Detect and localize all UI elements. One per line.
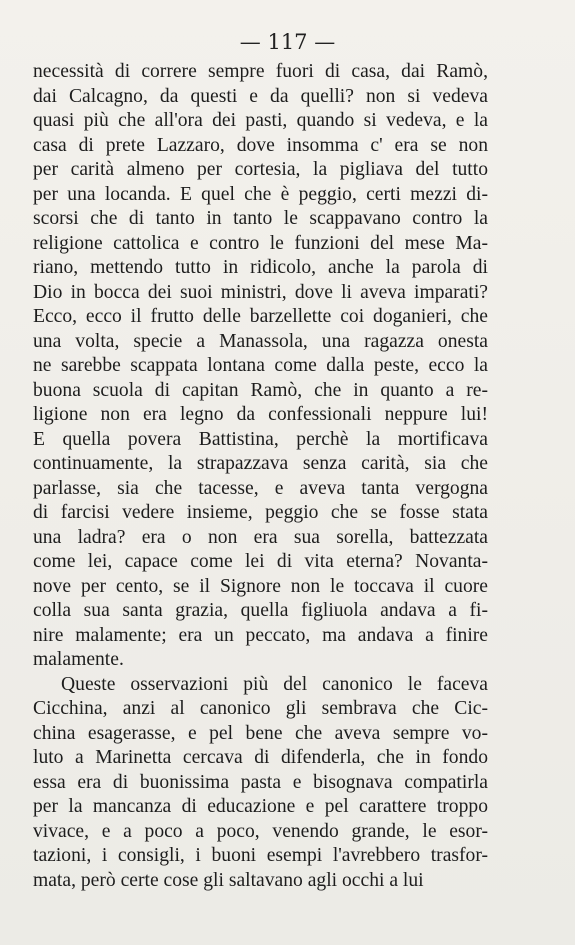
text-line: casa di prete Lazzaro, dove insomma c' era se non (33, 134, 488, 156)
text-line: riano, mettendo tutto in ridicolo, anche la parola di (33, 257, 488, 278)
text-line: ligione non era legno da confessionali neppure lui! (33, 404, 488, 425)
text-line: essa era di buonissima pasta e bisognava compatirla (33, 771, 488, 793)
text-line: china esagerasse, e pel bene che aveva sempre vo- (33, 722, 488, 744)
text-line: Cicchina, anzi al canonico gli sembrava che Cic- (33, 698, 488, 719)
text-line: Dio in bocca dei suoi ministri, dove li aveva imparati? (33, 281, 488, 303)
text-line: nire malamente; era un peccato, ma andava a finire (33, 624, 488, 646)
text-line: continuamente, la strapazzava senza carità, sia che (33, 453, 488, 474)
text-line: ne sarebbe scappata lontana come dalla peste, ecco la (33, 355, 488, 376)
text-line: dai Calcagno, da questi e da quelli? non si vedeva (33, 85, 488, 107)
text-line: E quella povera Battistina, perchè la mortificava (33, 428, 488, 450)
text-line: una ladra? era o non era sua sorella, battezzata (33, 526, 488, 548)
text-line: mata, però certe cose gli saltavano agli occhi a lui (33, 869, 424, 891)
text-line: di farcisi vedere insieme, peggio che se fosse stata (33, 502, 488, 523)
text-line: scorsi che di tanto in tanto le scappavano contro la (33, 208, 488, 229)
text-line: malamente. (33, 649, 124, 670)
text-line: come lei, capace come lei di vita eterna? Novanta- (33, 551, 488, 572)
text-line: necessità di correre sempre fuori di casa, dai Ramò, (33, 61, 488, 82)
text-line: parlasse, sia che tacesse, e aveva tanta vergogna (33, 477, 488, 499)
text-line: per carità almeno per cortesia, la pigliava del tutto (33, 159, 488, 180)
text-line: Ecco, ecco il frutto delle barzellette coi doganieri, che (33, 306, 488, 327)
body-text (33, 60, 488, 893)
text-line: luto a Marinetta cercava di difenderla, che in fondo (33, 747, 488, 768)
text-line: per una locanda. E quel che è peggio, certi mezzi di- (33, 183, 488, 205)
page-number: — 117 — (239, 30, 336, 54)
text-line: vivace, e a poco a poco, venendo grande, le esor- (33, 820, 488, 842)
text-line: colla sua santa grazia, quella figliuola andava a fi- (33, 600, 488, 621)
text-line: tazioni, i consigli, i buoni esempi l'avrebbero trasfor- (33, 845, 488, 866)
text-line: religione cattolica e contro le funzioni del mese Ma- (33, 232, 488, 254)
text-line: una volta, specie a Manassola, una ragazza onesta (33, 330, 488, 352)
text-line: nove per cento, se il Signore non le toccava il cuore (33, 575, 488, 597)
text-line: Queste osservazioni più del canonico le faceva (61, 673, 488, 695)
text-line: per la mancanza di educazione e pel carattere troppo (33, 796, 488, 817)
text-line: buona scuola di capitan Ramò, che in quanto a re- (33, 379, 488, 401)
text-line: quasi più che all'ora dei pasti, quando si vedeva, e la (33, 110, 488, 131)
